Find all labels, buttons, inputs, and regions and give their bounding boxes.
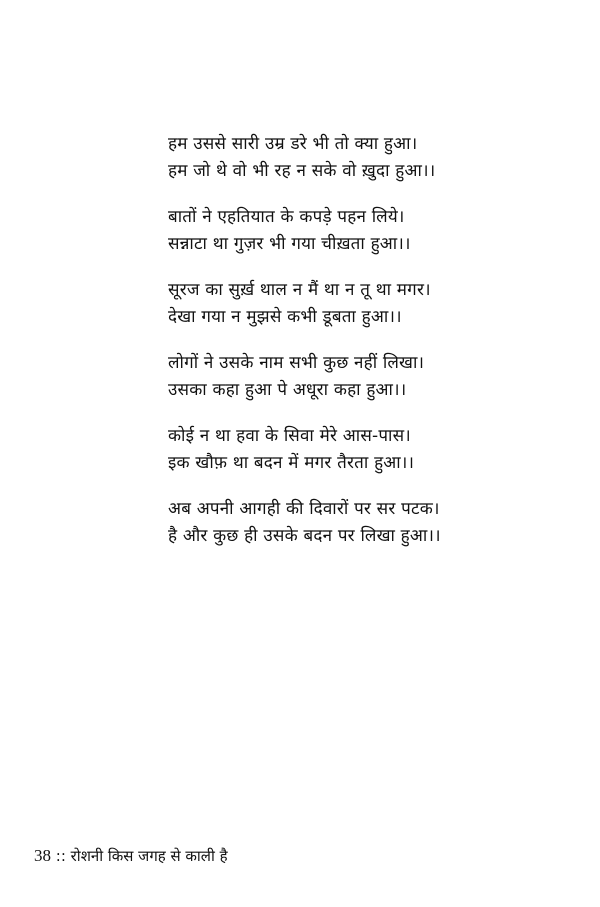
stanza-5 [168,423,588,477]
footer-separator: :: [55,847,66,865]
poem-line: इक खौफ़ था बदन में मगर तैरता हुआ।। [168,453,415,473]
page-number: 38 [34,846,51,865]
poem-line: हम उससे सारी उम्र डरे भी तो क्या हुआ। [168,134,418,154]
page-footer [34,845,228,867]
poem-line: है और कुछ ही उसके बदन पर लिखा हुआ।। [168,526,441,546]
poem-line: सन्नाटा था गुज़र भी गया चीख़ता हुआ।। [168,234,411,254]
poem-line: उसका कहा हुआ पे अधूरा कहा हुआ।। [168,380,407,400]
poem-line: लोगों ने उसके नाम सभी कुछ नहीं लिखा। [168,353,425,373]
stanza-4 [168,350,588,404]
poem-line: बातों ने एहतियात के कपड़े पहन लिये। [168,207,405,227]
poem-line: कोई न था हवा के सिवा मेरे आस-पास। [168,426,411,446]
poem-line: सूरज का सुर्ख़ थाल न मैं था न तू था मगर। [168,280,431,300]
stanza-6 [168,496,588,550]
poem [168,131,588,569]
book-title: रोशनी किस जगह से काली है [70,847,228,865]
poem-line: हम जो थे वो भी रह न सके वो ख़ुदा हुआ।। [168,161,436,181]
stanza-3 [168,277,588,331]
stanza-2 [168,204,588,258]
poem-line: देखा गया न मुझसे कभी डूबता हुआ।। [168,307,402,327]
stanza-1 [168,131,588,185]
poem-line: अब अपनी आगही की दिवारों पर सर पटक। [168,499,440,519]
